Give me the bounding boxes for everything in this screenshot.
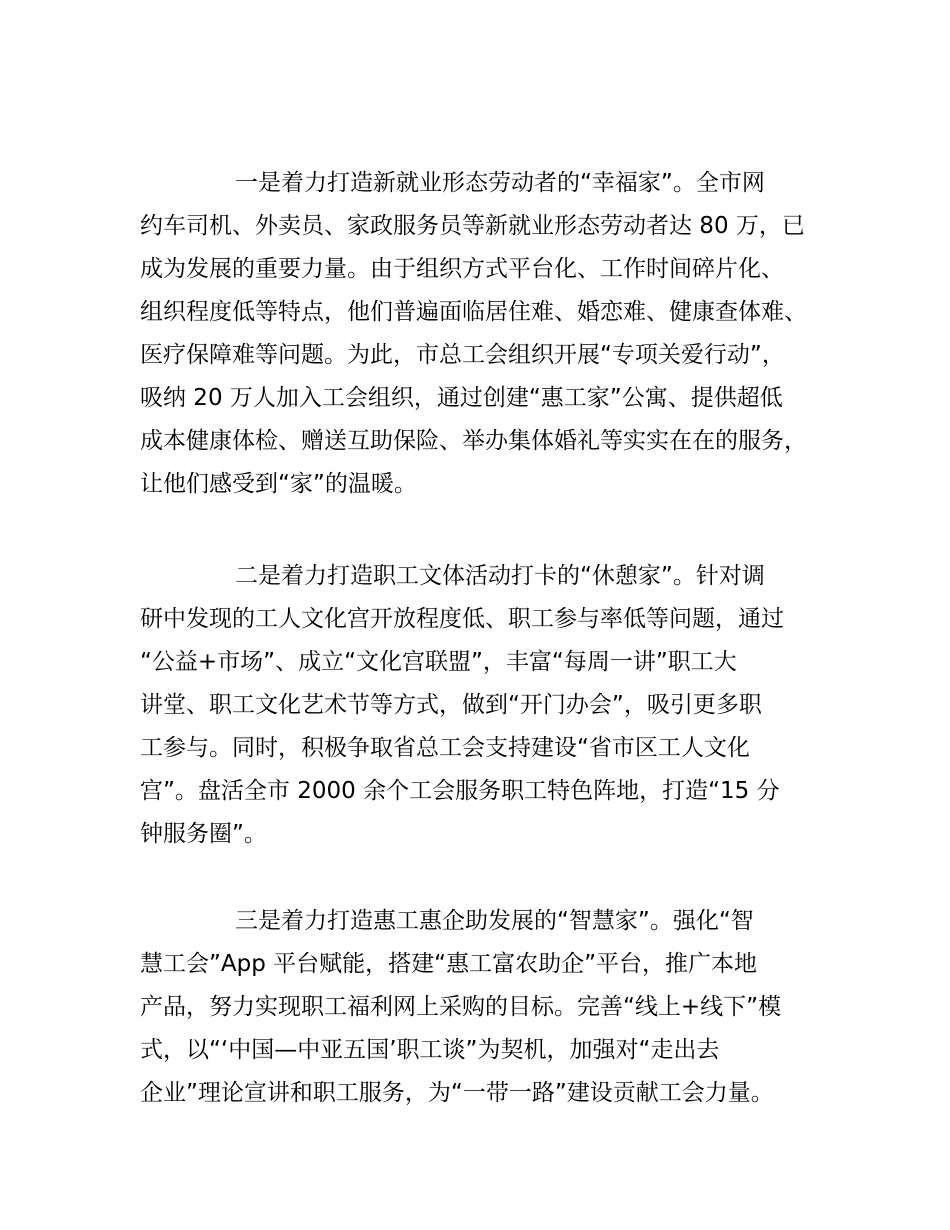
paragraph-new-employment-workers [140, 162, 820, 506]
paragraph-line: 约车司机、外卖员、家政服务员等新就业形态劳动者达 80 万，已 [140, 213, 805, 239]
paragraph-line: 三是着力打造惠工惠企助发展的“智慧家”。强化“智 [235, 908, 754, 934]
paragraph-line: 让他们感受到“家”的温暖。 [140, 471, 417, 497]
paragraph-line: 一是着力打造新就业形态劳动者的“幸福家”。全市网 [235, 170, 765, 196]
paragraph-line: 吸纳 20 万人加入工会组织，通过创建“惠工家”公寓、提供超低 [140, 385, 783, 411]
paragraph-line: 医疗保障难等问题。为此，市总工会组织开展“专项关爱行动”， [140, 342, 785, 368]
paragraph-line: 成为发展的重要力量。由于组织方式平台化、工作时间碎片化、 [140, 256, 784, 282]
paragraph-line: 钟服务圈”。 [140, 821, 267, 847]
paragraph-line: 企业”理论宣讲和职工服务，为“一带一路”建设贡献工会力量。 [140, 1080, 774, 1106]
paragraph-line: 产品，努力实现职工福利网上采购的目标。完善“线上+线下”模 [140, 994, 782, 1020]
paragraph-line: “公益+市场”、成立“文化宫联盟”，丰富“每周一讲”职工大 [140, 649, 737, 675]
paragraph-line: 式，以“‘中国—中亚五国’职工谈”为契机，加强对“走出去 [140, 1037, 720, 1063]
paragraph-line: 组织程度低等特点，他们普遍面临居住难、婚恋难、健康查体难、 [140, 299, 807, 325]
paragraph-line: 慧工会”App 平台赋能，搭建“惠工富农助企”平台，推广本地 [140, 951, 757, 977]
paragraph-line: 工参与。同时，积极争取省总工会支持建设“省市区工人文化 [140, 735, 750, 761]
paragraph-smart-union [140, 900, 820, 1115]
paragraph-line: 研中发现的工人文化宫开放程度低、职工参与率低等问题，通过 [140, 606, 784, 632]
paragraph-cultural-activities [140, 555, 820, 856]
paragraph-line: 宫”。盘活全市 2000 余个工会服务职工特色阵地，打造“15 分 [140, 778, 780, 804]
paragraph-line: 讲堂、职工文化艺术节等方式，做到“开门办会”，吸引更多职 [140, 692, 762, 718]
paragraph-line: 二是着力打造职工文体活动打卡的“休憩家”。针对调 [235, 563, 765, 589]
paragraph-line: 成本健康体检、赠送互助保险、举办集体婚礼等实实在在的服务， [140, 428, 807, 454]
